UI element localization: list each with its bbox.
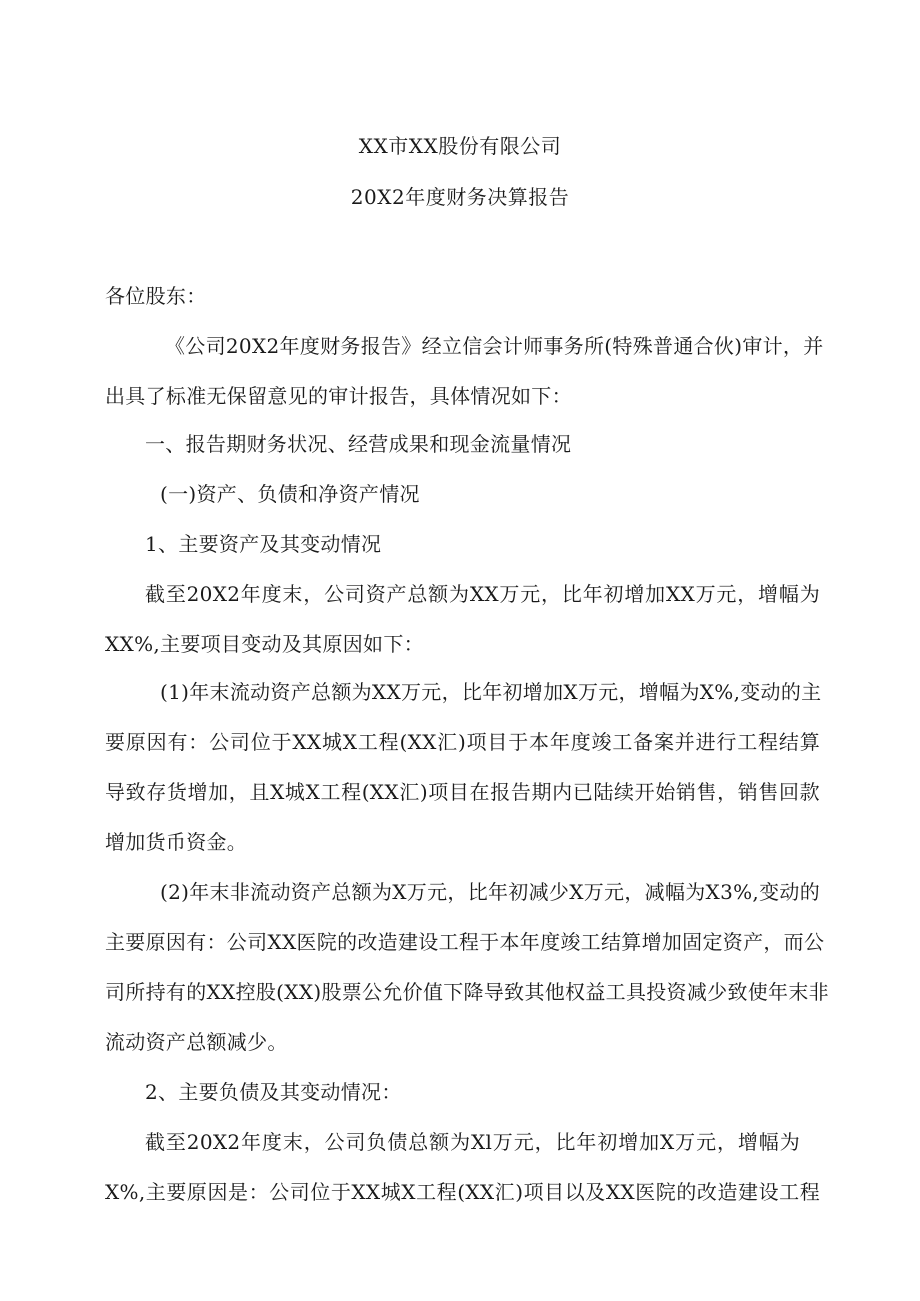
item-heading: 1、主要资产及其变动情况 xyxy=(145,532,382,556)
paragraph-line: 主要原因有：公司XX医院的改造建设工程于本年度竣工结算增加固定资产，而公 xyxy=(105,930,825,954)
salutation: 各位股东： xyxy=(105,284,207,308)
subsection-heading: (一)资产、负债和净资产情况 xyxy=(160,482,420,506)
paragraph-line: (2)年末非流动资产总额为X万元，比年初减少X万元，减幅为X3%,变动的 xyxy=(160,880,820,904)
paragraph-line: 流动资产总额减少。 xyxy=(105,1030,288,1054)
paragraph-line: 司所持有的XX控股(XX)股票公允价值下降导致其他权益工具投资减少致使年末非 xyxy=(105,980,829,1004)
document-title-report: 20X2年度财务决算报告 xyxy=(350,185,570,209)
paragraph-line: 截至20X2年度末，公司资产总额为XX万元，比年初增加XX万元，增幅为 xyxy=(145,582,820,606)
document-title-company: XX市XX股份有限公司 xyxy=(358,134,562,158)
paragraph-line: 增加货币资金。 xyxy=(105,830,248,854)
paragraph-line: (1)年末流动资产总额为XX万元，比年初增加X万元，增幅为X%,变动的主 xyxy=(160,680,822,704)
paragraph-line: 导致存货增加，且X城X工程(XX汇)项目在报告期内已陆续开始销售，销售回款 xyxy=(105,780,820,804)
paragraph-line: 出具了标准无保留意见的审计报告，具体情况如下： xyxy=(105,384,572,408)
section-heading: 一、报告期财务状况、经营成果和现金流量情况 xyxy=(145,432,572,456)
item-heading: 2、主要负债及其变动情况： xyxy=(145,1080,402,1104)
paragraph-line: XX%,主要项目变动及其原因如下： xyxy=(105,632,424,656)
paragraph-line: X%,主要原因是：公司位于XX城X工程(XX汇)项目以及XX医院的改造建设工程 xyxy=(105,1180,820,1204)
paragraph-line: 《公司20X2年度财务报告》经立信会计师事务所(特殊普通合伙)审计，并 xyxy=(165,334,824,358)
paragraph-line: 截至20X2年度末，公司负债总额为Xl万元，比年初增加X万元，增幅为 xyxy=(145,1130,800,1154)
paragraph-line: 要原因有：公司位于XX城X工程(XX汇)项目于本年度竣工备案并进行工程结算 xyxy=(105,730,820,754)
